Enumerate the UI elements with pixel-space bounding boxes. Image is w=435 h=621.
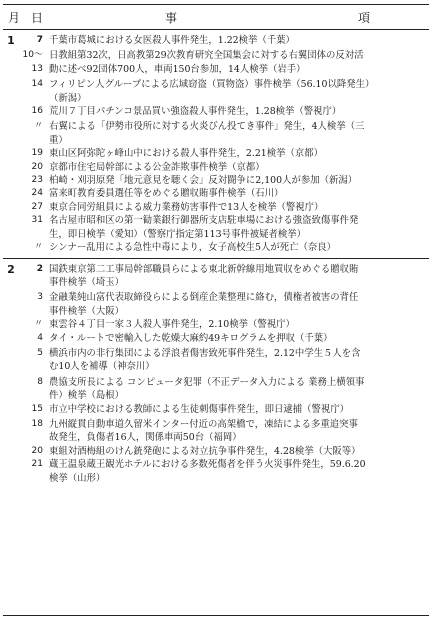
month-column-header: 月 — [7, 10, 20, 25]
event-text-line: む10人を補導（神奈川） — [49, 361, 155, 373]
event-text-line: シンナー乱用による急性中毒により，女子高校生5人が死亡（奈良） — [49, 242, 336, 254]
table-row — [3, 201, 429, 214]
event-text-line: 市立中学校における教師による生徒刺傷事件発生，即日逮捕（警視庁） — [49, 403, 350, 415]
table-row — [3, 174, 429, 187]
event-text-line: 右翼による「伊勢市役所に対する火炎びん投てき事件」発生，4人検挙（三 — [49, 121, 365, 133]
table-row — [3, 105, 429, 118]
table-row — [3, 445, 429, 458]
event-text-line: 荒川７丁目パチンコ景品買い強盗殺人事件発生，1.28検挙（警視庁） — [49, 106, 342, 118]
day-cell: 〃 — [33, 121, 43, 132]
day-cell: 18 — [31, 418, 43, 429]
event-text-line: 国鉄東京第二工事局幹部職員らによる東北新幹線用地買収をめぐる贈収賄 — [49, 263, 359, 275]
event-text-cell — [49, 263, 429, 290]
event-text-cell — [49, 49, 429, 76]
day-cell: 7 — [36, 35, 43, 45]
chronology-table — [3, 4, 429, 616]
event-text-line: 千葉市葛城における女医殺人事件発生，1.22検挙（千葉） — [49, 35, 295, 46]
month-cell: 1 — [7, 34, 15, 47]
event-text-line: 名古屋市昭和区の第一勧業銀行御器所支店駐車場における強盗致傷事件発 — [49, 215, 359, 227]
event-text-cell — [49, 201, 429, 214]
event-text-line: 日教組第32次，日高教第29次教育研究全国集会に対する右翼団体の反対活 — [49, 50, 364, 62]
day-cell: 16 — [31, 106, 43, 117]
day-cell: 10〜13 — [22, 50, 43, 74]
event-text-line: 東雲谷４丁目一家３人殺人事件発生，2.10検挙（警視庁） — [49, 319, 295, 331]
table-row — [3, 458, 429, 485]
event-text-cell — [49, 120, 429, 147]
table-row — [3, 76, 429, 105]
day-cell: 8 — [37, 376, 43, 387]
day-cell: 24 — [31, 188, 43, 199]
event-text-cell — [49, 347, 429, 374]
day-cell: 14 — [31, 79, 43, 90]
event-text-line: 事件検挙（大阪） — [49, 305, 125, 317]
event-text-line: 横浜市内の非行集団による浮浪者傷害致死事件発生，2.12中学生５人を含 — [49, 347, 361, 359]
table-row — [3, 118, 429, 147]
event-text-line: 重） — [49, 134, 68, 146]
event-text-line: 動に述べ92団体700人，車両150台参加，14人検挙（岩手） — [49, 63, 306, 75]
day-cell: 2 — [36, 263, 43, 274]
event-text-cell — [49, 376, 429, 403]
event-text-line: タイ・ルートで密輸入した乾燥大麻約49キログラムを押収（千葉） — [49, 332, 333, 344]
table-row — [3, 147, 429, 160]
day-column-header: 日 — [30, 10, 43, 25]
table-row — [3, 30, 429, 47]
event-text-cell — [49, 187, 429, 200]
day-cell: 31 — [31, 215, 43, 226]
event-text-cell — [49, 291, 429, 318]
event-text-line: （新潟） — [49, 92, 87, 104]
event-text-line: 京都市住宅局幹部による公金詐欺事件検挙（京都） — [49, 161, 265, 173]
event-text-line: フィリピン人グループによる広域窃盗（買物盗）事件検挙（56.10以降発生） — [49, 79, 375, 91]
event-text-cell — [49, 418, 429, 445]
event-text-line: 東山区阿弥陀ヶ峰山中における殺人事件発生，2.21検挙（京都） — [49, 148, 324, 160]
event-text-cell — [49, 78, 429, 105]
table-body — [3, 30, 429, 485]
table-row — [3, 403, 429, 416]
table-row — [3, 289, 429, 318]
day-cell: 19 — [31, 148, 43, 159]
table-row — [3, 374, 429, 403]
table-row — [3, 416, 429, 445]
day-cell: 23 — [31, 175, 43, 186]
month-cell: 2 — [7, 262, 15, 276]
event-text-cell — [49, 34, 429, 47]
day-cell: 27 — [31, 201, 43, 212]
table-row — [3, 241, 429, 254]
day-cell: 15 — [31, 403, 43, 414]
event-text-cell — [49, 161, 429, 174]
table-row — [3, 261, 429, 290]
event-text-cell — [49, 445, 429, 458]
event-text-line: 検挙（山形） — [49, 472, 106, 484]
day-cell: 21 — [31, 459, 43, 470]
event-text-line: 東京合同労組員による威力業務妨害事件で13人を検挙（警視庁） — [49, 201, 324, 213]
day-cell: 3 — [37, 292, 43, 303]
table-row — [3, 47, 429, 76]
event-text-line: 金融業純山富代表取締役らによる倒産企業整理に絡む，債権者被害の背任 — [49, 292, 359, 304]
event-text-cell — [49, 105, 429, 118]
event-text-cell — [49, 241, 429, 254]
event-text-cell — [49, 403, 429, 416]
table-row — [3, 214, 429, 241]
table-row — [3, 161, 429, 174]
table-row — [3, 345, 429, 374]
event-text-line: 蔵王温泉蔵王観光ホテルにおける多数死傷者を伴う火災事件発生，59.6.20 — [49, 459, 366, 471]
day-cell: 20 — [31, 445, 43, 456]
day-cell: 5 — [37, 347, 43, 358]
event-text-line: 故発生，負傷者16人，関係車両50台（福岡） — [49, 432, 242, 444]
month-divider — [3, 258, 429, 259]
day-cell: 20 — [31, 161, 43, 172]
event-text-line: 生，即日検挙（愛知）（警察庁指定第113号事件被疑者検挙） — [49, 228, 306, 240]
event-text-line: 富来町教育委員選任等をめぐる贈収賄事件検挙（石川） — [49, 188, 284, 200]
day-cell: 4 — [37, 332, 43, 343]
event-text-cell — [49, 318, 429, 331]
item-column-header: 項 — [357, 10, 370, 25]
table-row — [3, 332, 429, 345]
event-text-cell — [49, 214, 429, 241]
event-text-line: 柏崎・刈羽原発「地元意見を聴く会」反対闘争に2,100人が参加（新潟） — [49, 175, 358, 187]
event-text-line: 事件検挙（埼玉） — [49, 276, 125, 288]
day-cell: 〃 — [33, 319, 43, 330]
event-text-cell — [49, 332, 429, 345]
event-column-header: 事 — [164, 10, 183, 25]
event-text-cell — [49, 458, 429, 485]
table-header — [3, 5, 429, 30]
event-text-line: 九州縦貫自動車道久留米インター付近の高架橋で，凍結による多重追突事 — [49, 418, 358, 430]
table-row — [3, 318, 429, 331]
event-text-cell — [49, 147, 429, 160]
event-text-cell — [49, 174, 429, 187]
event-text-line: 件）検挙（島根） — [49, 390, 125, 402]
event-text-line: 東組対酒梅組のけん銃発砲による対立抗争事件発生，4.28検挙（大阪等） — [49, 445, 361, 457]
day-cell: 〃 — [33, 242, 43, 253]
event-text-line: 農協支所長による コンピュータ犯罪（不正データ入力による 業務上横領事 — [49, 376, 365, 388]
table-row — [3, 187, 429, 200]
